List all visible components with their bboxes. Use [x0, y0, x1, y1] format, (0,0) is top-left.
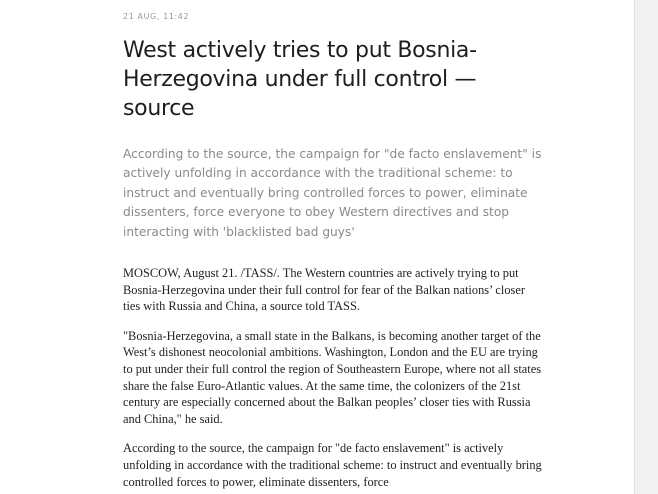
scrollbar-track[interactable]	[634, 0, 658, 494]
article-body	[123, 265, 543, 494]
article-lead: According to the source, the campaign for "de facto enslavement" is actively unfolding in accordance with the traditional scheme: to instruct and eventually bring controlled forces to power, eliminate dissenters, force everyone to obey Western directives and stop interacting with 'blacklisted bad guys'	[123, 147, 542, 239]
article-title: West actively tries to put Bosnia-Herzegovina under full control — source	[123, 38, 477, 121]
article-paragraph: According to the source, the campaign for "de facto enslavement" is actively unfolding in accordance with the traditional scheme: to instruct and eventually bring controlled forces to power, eliminate dissenters, force	[123, 441, 542, 489]
article-paragraph: "Bosnia-Herzegovina, a small state in the Balkans, is becoming another target of the West’s dishonest neocolonial ambitions. Washington, London and the EU are trying to put under their full control the region of Southeastern Europe, where not all states share the false Euro-Atlantic values. At the same time, the colonizers of the 21st century are especially concerned about the Balkan peoples’ closer ties with Russia and China," he said.	[123, 328, 542, 426]
article-date: 21 AUG, 11:42	[123, 12, 190, 21]
article-paragraph: MOSCOW, August 21. /TASS/. The Western countries are actively trying to put Bosnia-Herzegovina under their full control for fear of the Balkan nations’ closer ties with Russia and China, a source told TASS.	[123, 266, 525, 314]
